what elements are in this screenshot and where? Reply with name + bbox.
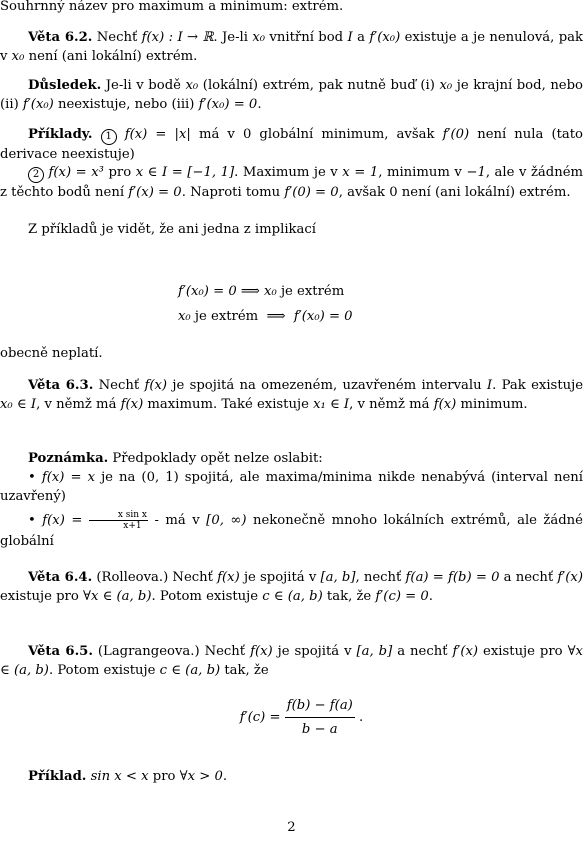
page-number: 2 <box>287 820 296 835</box>
example: Příklad. sin x < x pro ∀x > 0. <box>28 769 228 784</box>
lagrange-formula: f′(c) = $\frac{f(b) - f(a)}{b - a}$ . <box>239 698 364 737</box>
corollary: Důsledek. Je-li v bodě x₀ (lokální) extrém, pak nutně buď (i) x₀ je krajní bod, nebo (ii) f′(x₀) neexistuje, nebo (iii) f′(x₀) = 0. <box>0 78 583 112</box>
implication-1: f′(x₀) = 0 ⟹ x₀ je extrém <box>178 284 345 299</box>
examples-conclusion: Z příkladů je vidět, že ani jedna z implikací <box>28 222 316 237</box>
display-fraction: $\frac{f(b) - f(a)}{b - a}$ <box>286 698 353 737</box>
circled-number-2: 2 <box>28 167 44 183</box>
intro-line: Souhrnný název pro maximum a minimum: extrém. <box>0 0 344 14</box>
examples-1: Příklady. 1 f(x) = |x| má v 0 globální minimum, avšak f′(0) není nula (tato derivace neexistuje) <box>0 127 583 162</box>
does-not-hold: obecně neplatí. <box>0 346 103 361</box>
remark: Poznámka. Předpoklady opět nelze oslabit: <box>28 451 323 466</box>
remark-bullet-2: • f(x) = $\frac{\text{x sin x}}{x+1}$ - má v [0, ∞) nekonečně mnoho lokálních extrémů, ale žádné globální <box>0 510 583 549</box>
bullet-icon: • <box>28 470 36 485</box>
theorem-6-2: Věta 6.2. Nechť f(x) : I → ℝ. Je-li x₀ vnitřní bod I a f′(x₀) existuje a je nenulová, pak v x₀ není (ani lokální) extrém. <box>0 30 583 64</box>
bullet-icon: • <box>28 513 36 528</box>
circled-number-1: 1 <box>101 129 117 145</box>
remark-bullet-1: • f(x) = x je na (0, 1) spojitá, ale maxima/minima nikde nenabývá (interval není uzavřený) <box>0 470 583 504</box>
theorem-6-3: Věta 6.3. Nechť f(x) je spojitá na omezeném, uzavřeném intervalu I. Pak existuje x₀ ∈ I, v němž má f(x) maximum. Také existuje x₁ ∈ I, v němž má f(x) minimum. <box>0 378 583 412</box>
theorem-6-5: Věta 6.5. (Lagrangeova.) Nechť f(x) je spojitá v [a, b] a nechť f′(x) existuje pro ∀x ∈ (a, b). Potom existuje c ∈ (a, b) tak, že <box>0 644 583 678</box>
implication-2: x₀ je extrém ⟹ f′(x₀) = 0 <box>178 309 353 324</box>
inline-fraction: $\frac{\text{x sin x}}{x+1}$ <box>89 510 148 531</box>
theorem-6-4: Věta 6.4. (Rolleova.) Nechť f(x) je spojitá v [a, b], nechť f(a) = f(b) = 0 a nechť f′(x) existuje pro ∀x ∈ (a, b). Potom existuje c ∈ (a, b) tak, že f′(c) = 0. <box>0 570 583 604</box>
examples-2: 2 f(x) = x³ pro x ∈ I = [−1, 1]. Maximum je v x = 1, minimum v −1, ale v žádném z těchto bodů není f′(x) = 0. Naproti tomu f′(0) = 0, avšak 0 není (ani lokální) extrém. <box>0 165 583 200</box>
